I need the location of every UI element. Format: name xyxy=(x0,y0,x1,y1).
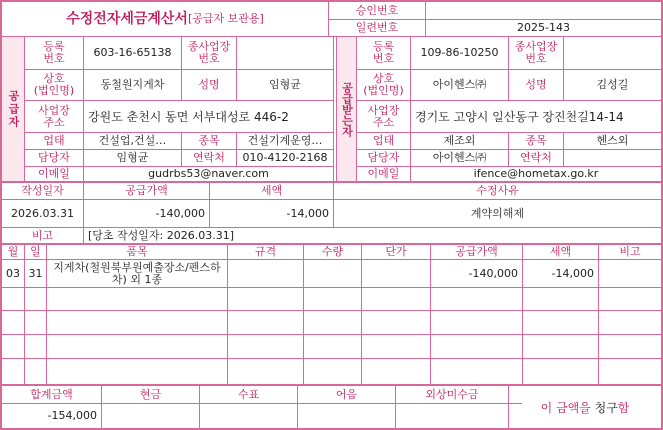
supplier-ceo-label: 성명 xyxy=(198,78,220,91)
col-day: 일 xyxy=(30,245,41,258)
supplier-addr-value: 강원도 춘천시 동면 서부대성로 446-2 xyxy=(88,109,289,124)
supplier-email-value: gudrbs53@naver.com xyxy=(148,167,269,180)
buyer-biz-value: 제조외 xyxy=(443,134,476,147)
buyer-item-value: 헨스외 xyxy=(596,134,629,147)
supplier-name-label: 상호 (법인명) xyxy=(33,72,75,97)
supplier-ceo-value: 임형균 xyxy=(269,78,301,91)
cash-label: 현금 xyxy=(139,388,162,401)
buyer-item-label: 종목 xyxy=(525,134,547,147)
col-qty: 수량 xyxy=(321,245,344,258)
buyer-name-value: 아이헨스㈜ xyxy=(432,78,487,91)
col-item: 품목 xyxy=(126,245,148,258)
bill-label: 어음 xyxy=(335,388,358,401)
buyer-reg-label: 등록 번호 xyxy=(372,40,395,65)
buyer-reg-value: 109-86-10250 xyxy=(420,46,499,59)
col-month: 월 xyxy=(7,245,19,258)
buyer-manager-value: 아이헨스㈜ xyxy=(432,151,487,164)
statement-suffix: 함 xyxy=(617,400,630,415)
statement xyxy=(509,387,661,428)
tax-label: 세액 xyxy=(260,184,283,197)
buyer-addr-label: 사업장 주소 xyxy=(367,103,400,129)
buyer-phone-label: 연락처 xyxy=(520,151,552,164)
buyer-ceo-label: 성명 xyxy=(525,78,547,91)
supplier-side-label: 공급자 xyxy=(2,37,24,181)
supplier-reg-label: 등록 번호 xyxy=(43,40,65,65)
buyer-ceo-value: 김성길 xyxy=(596,78,629,91)
buyer-name-label: 상호 (법인명) xyxy=(363,72,404,97)
supplier-manager-label: 담당자 xyxy=(38,151,70,164)
item-price xyxy=(362,260,430,287)
approval-label: 승인번호 xyxy=(355,3,399,17)
supplier-manager-value: 임형균 xyxy=(116,151,149,164)
supplier-item-value: 건설기계운영… xyxy=(247,134,323,147)
supply-value: -140,000 xyxy=(155,206,205,220)
col-tax: 세액 xyxy=(549,245,572,258)
buyer-email-label: 이메일 xyxy=(367,167,400,180)
supplier-name-value: 동철원지게차 xyxy=(100,78,165,91)
buyer-biz-label: 업태 xyxy=(372,134,395,147)
supplier-biz-value: 건설업,건설… xyxy=(98,134,167,147)
approval-value xyxy=(426,2,661,19)
supplier-phone-label: 연락처 xyxy=(193,151,225,164)
item-tax: -14,000 xyxy=(551,266,594,280)
buyer-email-value: ifence@hometax.go.kr xyxy=(473,167,599,180)
item-supply: -140,000 xyxy=(468,266,518,280)
invoice-title xyxy=(2,2,328,36)
note-label: 비고 xyxy=(31,228,54,242)
supplier-biz-label: 업태 xyxy=(43,134,65,147)
item-month: 03 xyxy=(6,266,20,280)
supply-label: 공급가액 xyxy=(125,184,168,197)
tax-value: -14,000 xyxy=(286,206,329,220)
col-note: 비고 xyxy=(619,245,641,258)
statement-mid: 청구 xyxy=(594,400,618,415)
reason-label: 수정사유 xyxy=(476,184,519,197)
buyer-side-label: 공급받는자 xyxy=(337,37,356,181)
buyer-branch-value xyxy=(564,37,661,69)
date-label: 작성일자 xyxy=(21,184,64,197)
supplier-email-label: 이메일 xyxy=(38,167,70,180)
buyer-branch-label: 종사업장 번호 xyxy=(514,40,558,65)
buyer-addr-value: 경기도 고양시 일산동구 장진천길14-14 xyxy=(415,109,624,124)
date-value: 2026.03.31 xyxy=(11,206,74,220)
buyer-phone-value xyxy=(564,150,661,166)
supplier-branch-label: 종사업장 번호 xyxy=(187,40,231,65)
note-value: [당초 작성일자: 2026.03.31] xyxy=(88,228,235,242)
buyer-manager-label: 담당자 xyxy=(367,151,400,164)
item-spec xyxy=(228,260,303,287)
supplier-item-label: 종목 xyxy=(198,134,220,147)
item-note xyxy=(599,260,661,287)
item-day: 31 xyxy=(28,266,43,280)
credit-label: 외상미수금 xyxy=(425,388,479,401)
supplier-addr-label: 사업장 주소 xyxy=(38,103,70,129)
reason-value: 계약의해제 xyxy=(470,206,525,220)
total-label: 합계금액 xyxy=(30,388,73,401)
col-spec: 규격 xyxy=(254,245,277,258)
item-qty xyxy=(304,260,361,287)
statement-prefix: 이 금액을 xyxy=(540,400,591,415)
col-price: 단가 xyxy=(385,245,407,258)
check-label: 수표 xyxy=(237,388,260,401)
supplier-phone-value: 010-4120-2168 xyxy=(242,151,328,164)
title-sub: [공급자 보관용] xyxy=(187,12,264,25)
item-name: 지게차(철원북부원예출장소/펜스하차) 외 1종 xyxy=(53,260,221,286)
title-main: 수정전자세금계산서 xyxy=(66,11,188,27)
supplier-reg-value: 603-16-65138 xyxy=(93,46,172,59)
col-supply: 공급가액 xyxy=(455,245,498,258)
total-value: -154,000 xyxy=(47,409,97,422)
serial-label: 일련번호 xyxy=(355,21,399,34)
serial-value: 2025-143 xyxy=(517,21,570,34)
supplier-branch-value xyxy=(237,37,333,69)
